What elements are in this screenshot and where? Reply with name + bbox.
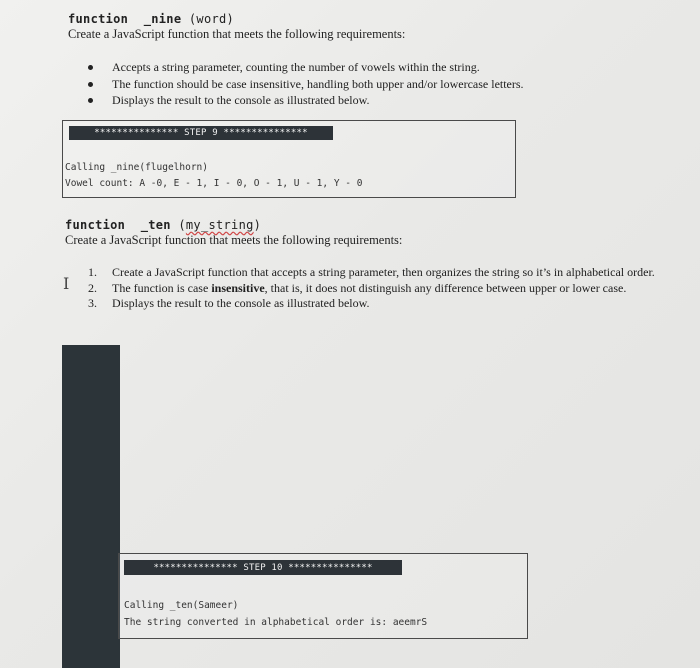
nine-keyword: function (68, 12, 129, 26)
ten-name: _ten (140, 218, 171, 232)
bullet-icon (88, 82, 93, 87)
text-cursor-icon: I (63, 274, 70, 293)
dark-panel (62, 345, 120, 668)
bullet-icon (88, 98, 93, 103)
step9-console-output (62, 120, 516, 198)
nine-requirements-list (112, 59, 582, 109)
list-item: 3. Displays the result to the console as illustrated below. (88, 296, 370, 310)
step9-banner: *************** STEP 9 *************** (69, 126, 333, 140)
step10-console-line-2: The string converted in alphabetical order is: aeemrS (124, 617, 428, 628)
nine-intro: Create a JavaScript function that meets the following requirements: (68, 27, 406, 41)
nine-param: (word) (188, 12, 235, 26)
nine-heading (68, 12, 234, 26)
nine-name: _nine (143, 12, 182, 26)
step10-banner: *************** STEP 10 *************** (124, 560, 402, 575)
ten-param: my_string (185, 218, 254, 232)
ten-intro: Create a JavaScript function that meets the following requirements: (65, 233, 403, 247)
step10-console-output (118, 553, 528, 639)
bullet-icon (88, 65, 93, 70)
list-item: The function should be case insensitive, handling both upper and/or lowercase letters. (112, 76, 582, 93)
ten-requirements-list (88, 265, 674, 312)
step9-console-line-1: Calling _nine(flugelhorn) (65, 162, 208, 173)
list-item: 2. The function is case insensitive, that is, it does not distinguish any difference between upper or lower case. (88, 280, 627, 295)
list-item: 1. Create a JavaScript function that accepts a string parameter, then organizes the string so it’s in alphabetical order. (88, 265, 655, 279)
ten-heading: function _ten (my_string) (65, 218, 262, 232)
step9-console-line-2: Vowel count: A -0, E - 1, I - 0, O - 1, U - 1, Y - 0 (65, 178, 363, 189)
ten-keyword: function (65, 218, 126, 232)
step10-console-line-1: Calling _ten(Sameer) (124, 600, 239, 611)
list-item: Displays the result to the console as illustrated below. (112, 92, 582, 109)
list-item: Accepts a string parameter, counting the number of vowels within the string. (112, 59, 582, 76)
